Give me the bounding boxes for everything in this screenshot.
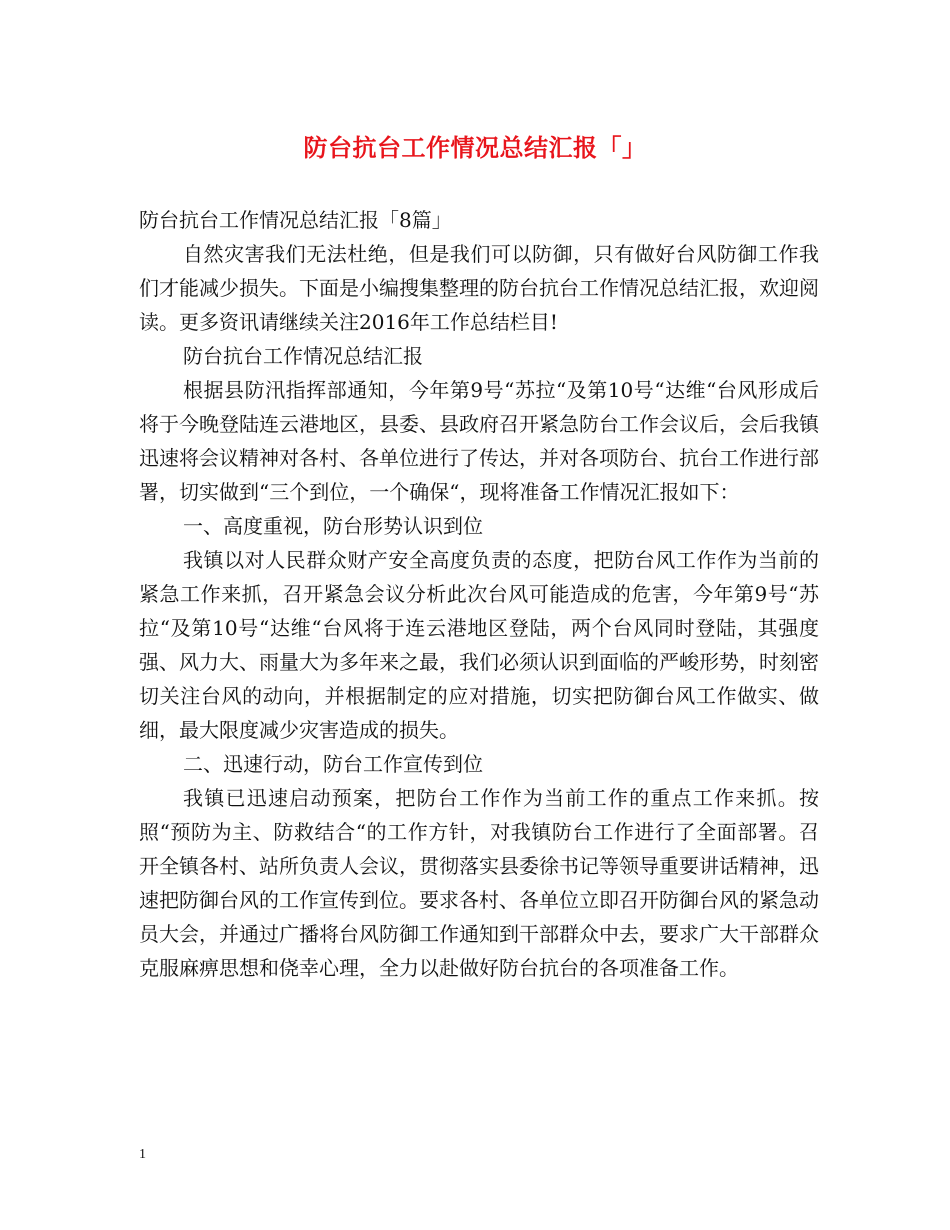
body-paragraph: 我镇以对人民群众财产安全高度负责的态度，把防台风工作作为当前的紧急工作来抓，召开紧急会议分析此次台风可能造成的危害，今年第9号“苏拉“及第10号“达维“台风将于连云港地区登陆，两个台风同时登陆，其强度强、风力大、雨量大为多年来之最，我们必须认识到面临的严峻形势，时刻密切关注台风的动向，并根据制定的应对措施，切实把防御台风工作做实、做细，最大限度减少灾害造成的损失。: [139, 548, 819, 742]
document-title: 防台抗台工作情况总结汇报「」: [303, 133, 647, 162]
section-heading: 防台抗台工作情况总结汇报: [183, 344, 423, 368]
section-heading: 二、迅速行动，防台工作宣传到位: [183, 752, 483, 776]
subtitle-paragraph: 防台抗台工作情况总结汇报「8篇」: [139, 208, 452, 232]
intro-paragraph: 自然灾害我们无法杜绝，但是我们可以防御，只有做好台风防御工作我们才能减少损失。下面是小编搜集整理的防台抗台工作情况总结汇报，欢迎阅读。更多资讯请继续关注2016年工作总结栏目!: [139, 242, 819, 334]
document-body: [139, 203, 819, 985]
page-number: 1: [139, 1147, 146, 1162]
section-heading: 一、高度重视，防台形势认识到位: [183, 514, 483, 538]
body-paragraph: 根据县防汛指挥部通知，今年第9号“苏拉“及第10号“达维“台风形成后将于今晚登陆连云港地区，县委、县政府召开紧急防台工作会议后，会后我镇迅速将会议精神对各村、各单位进行了传达，并对各项防台、抗台工作进行部署，切实做到“三个到位，一个确保“，现将准备工作情况汇报如下：: [139, 378, 819, 504]
body-paragraph: 我镇已迅速启动预案，把防台工作作为当前工作的重点工作来抓。按照“预防为主、防救结合“的工作方针，对我镇防台工作进行了全面部署。召开全镇各村、站所负责人会议，贯彻落实县委徐书记等领导重要讲话精神，迅速把防御台风的工作宣传到位。要求各村、各单位立即召开防御台风的紧急动员大会，并通过广播将台风防御工作通知到干部群众中去，要求广大干部群众克服麻痹思想和侥幸心理，全力以赴做好防台抗台的各项准备工作。: [139, 786, 819, 980]
